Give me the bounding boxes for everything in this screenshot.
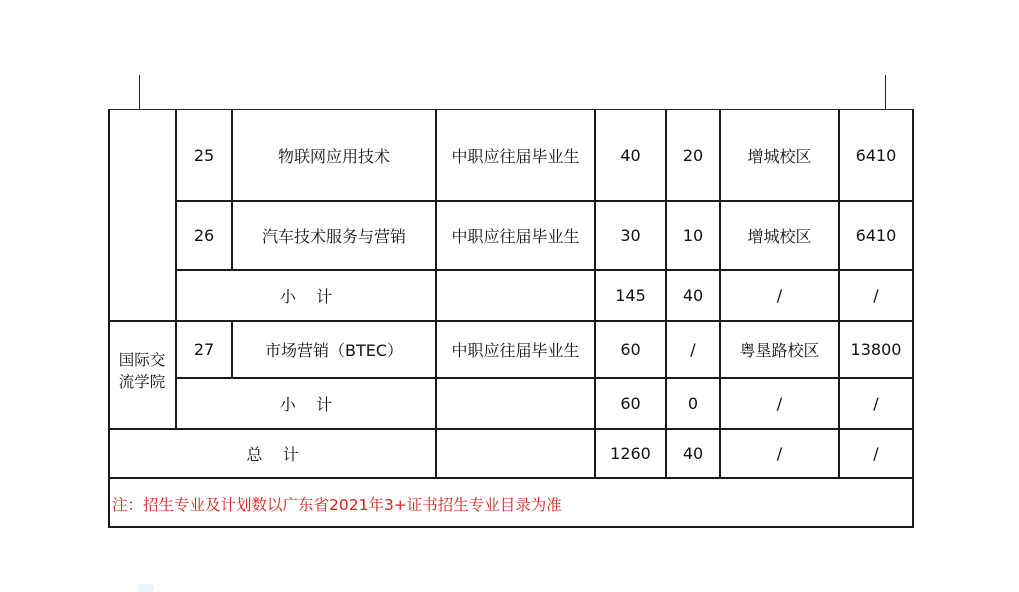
campus: 粤垦路校区 xyxy=(739,341,820,360)
campus: / xyxy=(776,286,783,305)
campus: / xyxy=(776,394,783,413)
subtotal-label: 小 计 xyxy=(279,287,333,306)
campus: 增城校区 xyxy=(747,227,812,246)
enrollment-target: 中职应往届毕业生 xyxy=(451,341,580,360)
campus: / xyxy=(776,444,783,463)
total-label: 总 计 xyxy=(246,445,299,464)
enrollment-target: 中职应往届毕业生 xyxy=(451,227,580,246)
tuition-fee: / xyxy=(873,286,879,305)
quota-count: 40 xyxy=(682,444,704,463)
quota-count: 10 xyxy=(682,226,704,245)
plan-count: 40 xyxy=(620,146,641,165)
row-number: 25 xyxy=(193,146,215,165)
tuition-fee: / xyxy=(873,444,879,463)
plan-count: 60 xyxy=(620,340,641,359)
college-name-line1: 国际交 xyxy=(118,351,166,369)
college-name-line2: 流学院 xyxy=(118,373,166,391)
quota-count: / xyxy=(690,340,696,359)
quota-count: 20 xyxy=(682,146,704,165)
row-number: 26 xyxy=(193,226,215,245)
tuition-fee: / xyxy=(873,394,879,413)
tuition-fee: 6410 xyxy=(855,226,897,245)
crop-mark-left xyxy=(139,75,140,109)
campus: 增城校区 xyxy=(747,147,812,166)
quota-count: 40 xyxy=(682,286,704,305)
major-name: 市场营销（BTEC） xyxy=(264,341,404,360)
tuition-fee: 13800 xyxy=(850,340,902,359)
major-name: 汽车技术服务与营销 xyxy=(261,227,406,246)
plan-count: 1260 xyxy=(610,444,651,463)
subtotal-label: 小 计 xyxy=(279,395,333,414)
watermark-fragment xyxy=(138,584,154,592)
plan-count: 60 xyxy=(620,394,641,413)
footnote: 注：招生专业及计划数以广东省2021年3+证书招生专业目录为准 xyxy=(112,496,562,514)
plan-count: 30 xyxy=(620,226,641,245)
enrollment-target: 中职应往届毕业生 xyxy=(451,147,580,166)
college-name xyxy=(110,349,174,393)
row-number: 27 xyxy=(193,340,215,359)
major-name: 物联网应用技术 xyxy=(277,147,390,166)
crop-mark-right xyxy=(885,75,886,109)
page-top-rule xyxy=(108,109,914,110)
tuition-fee: 6410 xyxy=(855,146,897,165)
plan-count: 145 xyxy=(615,286,646,305)
quota-count: 0 xyxy=(687,394,699,413)
